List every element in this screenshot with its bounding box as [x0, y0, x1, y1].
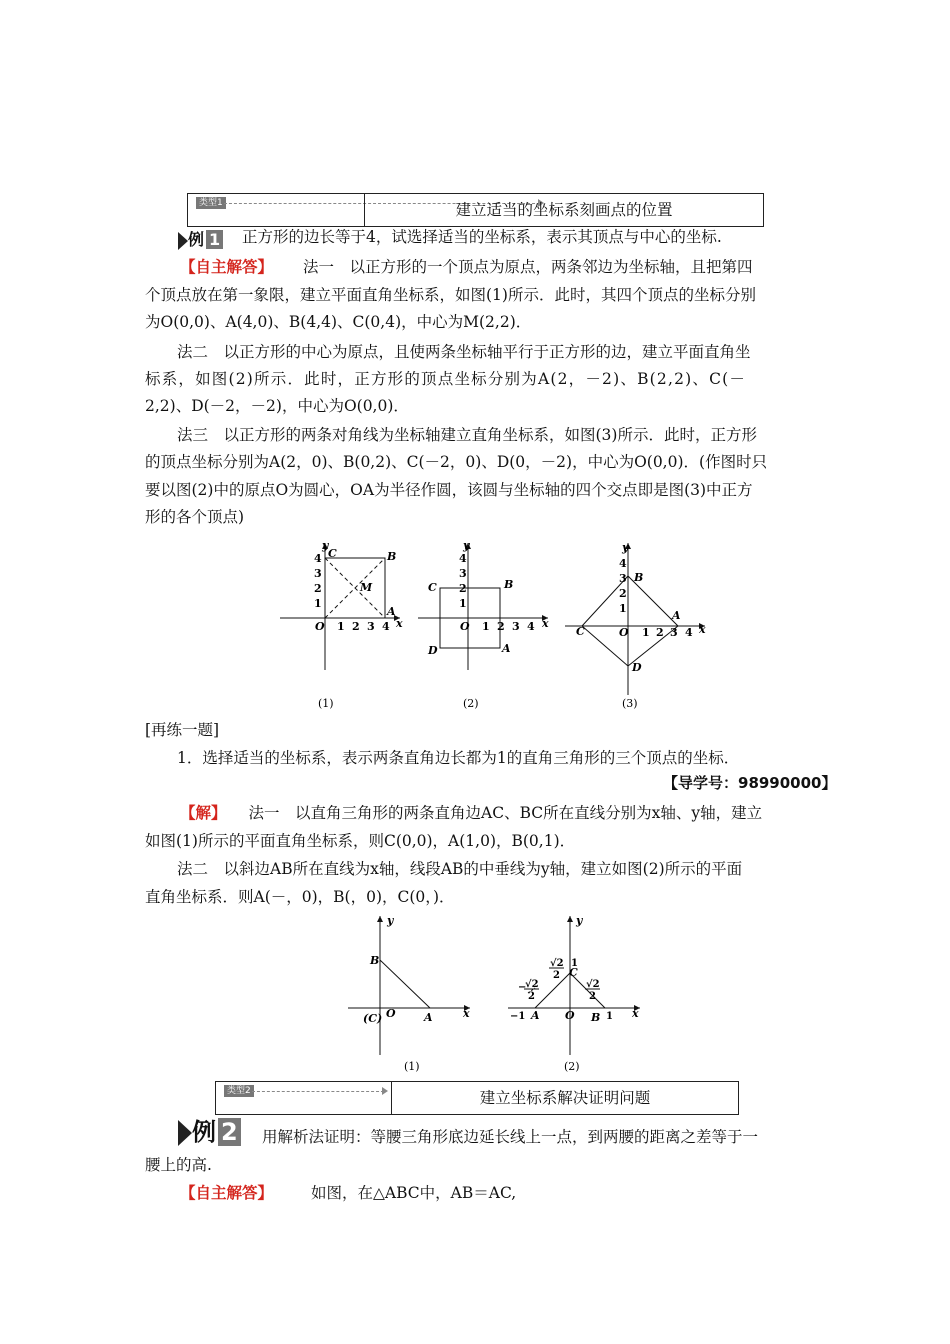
- example1-text: 正方形的边长等于4，试选择适当的坐标系，表示其顶点与中心的坐标.: [242, 228, 722, 246]
- svg-text:(2): (2): [463, 697, 479, 710]
- svg-text:(C): (C): [363, 1012, 383, 1025]
- svg-text:2: 2: [619, 587, 627, 600]
- svg-text:A: A: [502, 642, 511, 655]
- svg-text:O: O: [315, 620, 325, 633]
- svg-text:2: 2: [497, 620, 505, 633]
- svg-text:A: A: [387, 605, 396, 618]
- svg-text:(1): (1): [318, 697, 334, 710]
- svg-text:2: 2: [459, 582, 467, 595]
- example2-number: 2: [218, 1118, 241, 1146]
- svg-text:x: x: [699, 623, 706, 636]
- svg-text:C: C: [328, 547, 337, 560]
- svg-text:√2: √2: [586, 979, 600, 990]
- svg-text:y: y: [576, 914, 583, 927]
- svg-text:D: D: [632, 661, 642, 674]
- svg-text:4: 4: [685, 626, 693, 639]
- svg-text:y: y: [322, 539, 329, 552]
- svg-text:√2: √2: [525, 979, 539, 990]
- type2-tag: 类型2: [224, 1085, 254, 1097]
- figure-row1: [270, 535, 710, 720]
- answer1-line3: 为O(0,0)、A(4,0)、B(4,4)、C(0,4)，中心为M(2,2)．: [145, 313, 532, 331]
- answer1-line10: 形的各个顶点): [145, 508, 245, 526]
- answer1-line5: 标系，如图(2)所示．此时，正方形的顶点坐标分别为A(2，－2)、B(2,2)、C(－: [145, 370, 747, 388]
- svg-text:1: 1: [571, 958, 578, 969]
- example2-line2: 腰上的高.: [145, 1156, 212, 1174]
- svg-text:4: 4: [382, 620, 390, 633]
- svg-text:3: 3: [314, 567, 322, 580]
- svg-text:A: A: [424, 1011, 433, 1024]
- example1-badge: 例 1: [178, 227, 223, 250]
- type2-title: 建立坐标系解决证明问题: [479, 1089, 651, 1107]
- svg-text:O: O: [460, 620, 470, 633]
- svg-text:y: y: [387, 914, 394, 927]
- svg-text:O: O: [619, 626, 629, 639]
- svg-text:4: 4: [619, 557, 627, 570]
- example1-number: 1: [206, 230, 223, 249]
- svg-text:3: 3: [619, 572, 627, 585]
- svg-text:(1): (1): [404, 1060, 420, 1073]
- type1-tag: 类型1: [196, 197, 226, 209]
- practice-header: [再练一题]: [145, 721, 220, 739]
- practice-answer-line4: 直角坐标系．则A(－，0)，B(，0)，C(0，)．: [145, 888, 455, 906]
- svg-text:A: A: [531, 1009, 540, 1022]
- svg-text:2: 2: [352, 620, 360, 633]
- example2-badge: 例 2: [178, 1112, 241, 1147]
- svg-text:−1: −1: [510, 1011, 526, 1022]
- answer2-line1: 【自主解答】 如图，在△ABC中，AB＝AC,: [180, 1184, 517, 1202]
- svg-text:2: 2: [528, 991, 535, 1002]
- svg-text:B: B: [634, 571, 644, 584]
- answer1-line7: 法三 以正方形的两条对角线为坐标轴建立直角坐标系，如图(3)所示．此时，正方形: [177, 426, 757, 444]
- svg-text:y: y: [463, 539, 470, 552]
- svg-text:3: 3: [459, 567, 467, 580]
- answer1-line4: 法二 以正方形的中心为原点，且使两条坐标轴平行于正方形的边，建立平面直角坐: [177, 343, 751, 361]
- svg-text:2: 2: [314, 582, 322, 595]
- answer1-line2: 个顶点放在第一象限，建立平面直角坐标系，如图(1)所示．此时，其四个顶点的坐标分别: [145, 286, 756, 304]
- svg-text:1: 1: [314, 597, 322, 610]
- figure2-square: [418, 539, 549, 710]
- answer1-line8: 的顶点坐标分别为A(2，0)、B(0,2)、C(－2，0)、D(0，－2)，中心为O(0,0)．(作图时只: [145, 453, 768, 471]
- answer1-line6: 2,2)、D(－2，－2)，中心为O(0,0)．: [145, 397, 409, 415]
- example2-line1: 用解析法证明：等腰三角形底边延长线上一点，到两腰的距离之差等于一: [262, 1128, 759, 1146]
- section-type2-box: [215, 1081, 739, 1115]
- svg-text:D: D: [428, 644, 438, 657]
- figure-row2: [340, 910, 660, 1080]
- svg-text:4: 4: [459, 552, 467, 565]
- svg-text:1: 1: [459, 597, 467, 610]
- svg-text:1: 1: [482, 620, 490, 633]
- example-triangle-icon: [178, 1120, 192, 1146]
- svg-text:B: B: [591, 1011, 601, 1024]
- practice-answer-label: 【解】: [180, 804, 227, 822]
- svg-text:3: 3: [367, 620, 375, 633]
- svg-text:1: 1: [337, 620, 345, 633]
- svg-text:O: O: [386, 1007, 396, 1020]
- svg-text:B: B: [387, 550, 397, 563]
- svg-text:3: 3: [512, 620, 520, 633]
- svg-text:x: x: [542, 617, 549, 630]
- svg-text:x: x: [632, 1007, 639, 1020]
- svg-text:C: C: [569, 966, 578, 979]
- svg-text:(3): (3): [622, 697, 638, 710]
- practice-answer-line3: 法二 以斜边AB所在直线为x轴，线段AB的中垂线为y轴，建立如图(2)所示的平面: [177, 860, 743, 878]
- svg-text:2: 2: [553, 970, 560, 981]
- answer1-line9: 要以图(2)中的原点O为圆心，OA为半径作圆，该圆与坐标轴的四个交点即是图(3)中正方: [145, 481, 753, 499]
- answer1-label: 【自主解答】: [180, 258, 274, 276]
- svg-text:2: 2: [589, 991, 596, 1002]
- svg-text:1: 1: [619, 602, 627, 615]
- svg-text:O: O: [565, 1009, 575, 1022]
- svg-text:x: x: [396, 617, 403, 630]
- answer1-line1: 【自主解答】 法一 以正方形的一个顶点为原点，两条邻边为坐标轴，且把第四: [180, 258, 753, 276]
- svg-text:C: C: [576, 625, 585, 638]
- svg-text:A: A: [672, 609, 681, 622]
- svg-text:3: 3: [670, 626, 678, 639]
- svg-text:(2): (2): [564, 1060, 580, 1073]
- svg-text:1: 1: [606, 1011, 613, 1022]
- practice-question: 1．选择适当的坐标系，表示两条直角边长都为1的直角三角形的三个顶点的坐标．: [177, 749, 740, 767]
- figure3-diamond: [565, 541, 706, 710]
- svg-text:B: B: [504, 578, 514, 591]
- svg-text:1: 1: [642, 626, 650, 639]
- answer2-label: 【自主解答】: [180, 1184, 274, 1202]
- guide-number: 【导学号：98990000】: [663, 774, 837, 792]
- figure1-square: [280, 539, 403, 710]
- type2-arrowhead: [382, 1087, 388, 1095]
- practice-answer-line1: 【解】 法一 以直角三角形的两条直角边AC、BC所在直线分别为x轴、y轴，建立: [180, 804, 763, 822]
- type1-title: 建立适当的坐标系刻画点的位置: [455, 201, 673, 219]
- practice-figure1: [348, 914, 470, 1073]
- practice-figure2: [508, 914, 640, 1073]
- svg-text:y: y: [622, 541, 629, 554]
- svg-text:4: 4: [527, 620, 535, 633]
- svg-text:−: −: [518, 982, 527, 993]
- example-triangle-icon: [178, 232, 188, 250]
- type2-arrow: [252, 1091, 384, 1092]
- practice-answer-line2: 如图(1)所示的平面直角坐标系，则C(0,0)，A(1,0)，B(0,1)．: [145, 832, 576, 850]
- svg-text:2: 2: [656, 626, 664, 639]
- svg-text:4: 4: [314, 552, 322, 565]
- section-type1-box: [187, 193, 764, 227]
- svg-text:B: B: [370, 954, 380, 967]
- svg-text:x: x: [463, 1007, 470, 1020]
- svg-text:M: M: [360, 581, 373, 594]
- svg-text:√2: √2: [550, 958, 564, 969]
- svg-text:C: C: [428, 581, 437, 594]
